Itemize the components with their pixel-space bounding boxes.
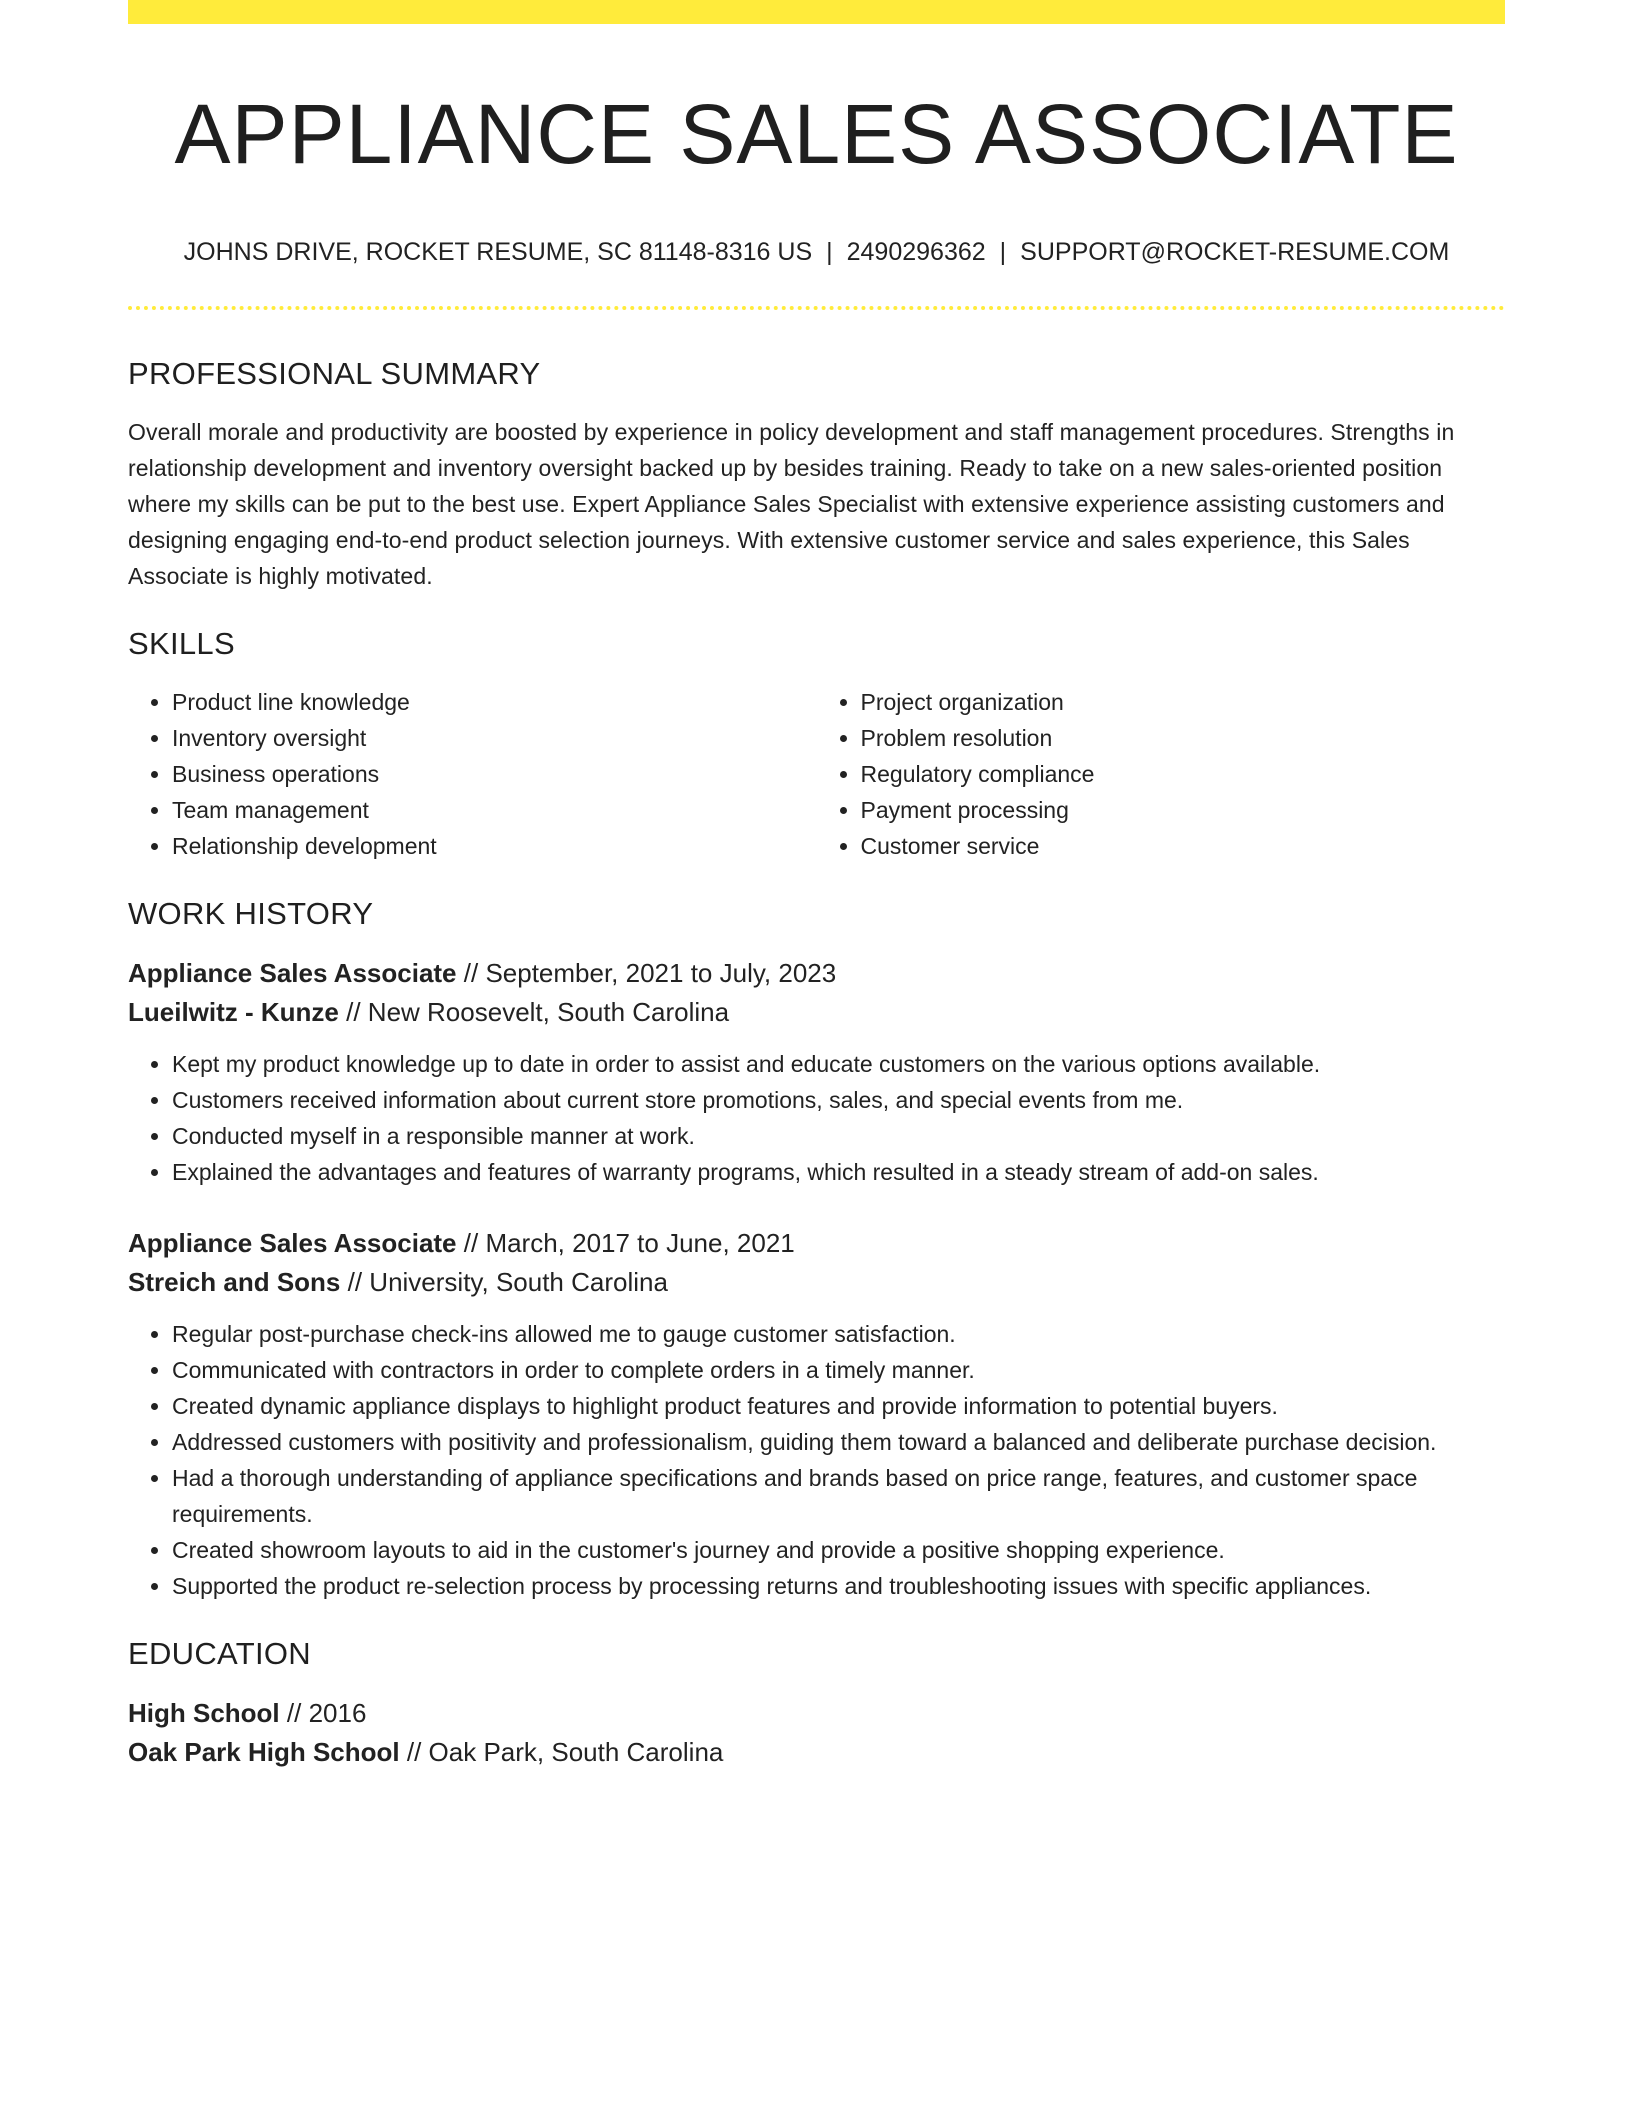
contact-address: JOHNS DRIVE, ROCKET RESUME, SC 81148-8316 US: [183, 238, 813, 266]
skills-list: [128, 684, 1505, 864]
education-separator: //: [399, 1737, 429, 1767]
job-bullet: • Addressed customers with positivity and professionalism, guiding them toward a balanced and deliberate purchase decision.: [172, 1424, 1505, 1460]
job-separator: //: [456, 1228, 486, 1258]
skill-item: • Project organization: [861, 684, 1506, 720]
skill-item: • Payment processing: [861, 792, 1506, 828]
education-school-line: [128, 1733, 1505, 1772]
education-heading: EDUCATION: [128, 1636, 311, 1671]
job-bullet: • Communicated with contractors in order to complete orders in a timely manner.: [172, 1352, 1505, 1388]
contact-separator: |: [999, 238, 1007, 266]
skill-item: • Business operations: [172, 756, 817, 792]
job-location: University, South Carolina: [369, 1267, 668, 1297]
skill-item: • Product line knowledge: [172, 684, 817, 720]
job-company: Lueilwitz - Kunze: [128, 997, 339, 1027]
job-company: Streich and Sons: [128, 1267, 341, 1297]
job-separator: //: [340, 1267, 370, 1297]
job-company-line: [128, 1263, 1505, 1302]
job-company-line: [128, 993, 1505, 1032]
job-bullet: • Created showroom layouts to aid in the customer's journey and provide a positive shopping experience.: [172, 1532, 1505, 1568]
job-bullet: • Conducted myself in a responsible manner at work.: [172, 1118, 1505, 1154]
resume-title: APPLIANCE SALES ASSOCIATE: [174, 87, 1459, 181]
work-history-heading: WORK HISTORY: [128, 896, 374, 931]
education-degree: High School: [128, 1698, 280, 1728]
summary-text: Overall morale and productivity are boosted by experience in policy development and staff management procedures. Strengths in relationship development and inventory oversight backed up by besides training. Ready to take on a new sales-oriented position where my skills can be put to the best use. Expert Appliance Sales Specialist with extensive experience assisting customers and designing engaging end-to-end product selection journeys. With extensive customer service and sales experience, this Sales Associate is highly motivated.: [128, 419, 1455, 589]
education-school: Oak Park High School: [128, 1737, 400, 1767]
skill-item: • Customer service: [861, 828, 1506, 864]
education-entry: [128, 1694, 1505, 1772]
contact-line: [128, 236, 1505, 268]
skills-column-left: [128, 684, 817, 864]
top-accent-bar: [128, 0, 1505, 24]
job-bullet: • Regular post-purchase check-ins allowed me to gauge customer satisfaction.: [172, 1316, 1505, 1352]
job-bullet: • Kept my product knowledge up to date in order to assist and educate customers on the various options available.: [172, 1046, 1505, 1082]
job-bullet: • Supported the product re-selection process by processing returns and troubleshooting issues with specific appliances.: [172, 1568, 1505, 1604]
header-divider: [128, 306, 1505, 310]
skill-item: • Relationship development: [172, 828, 817, 864]
job-bullet: • Customers received information about current store promotions, sales, and special events from me.: [172, 1082, 1505, 1118]
job-bullet: • Explained the advantages and features of warranty programs, which resulted in a steady stream of add-on sales.: [172, 1154, 1505, 1190]
job-bullets: [128, 1316, 1505, 1604]
resume-page: [128, 0, 1505, 1772]
skill-item: • Team management: [172, 792, 817, 828]
job-bullet: • Had a thorough understanding of appliance specifications and brands based on price range, features, and customer space requirements.: [172, 1460, 1505, 1532]
job-dates: September, 2021 to July, 2023: [485, 958, 837, 988]
job-dates: March, 2017 to June, 2021: [485, 1228, 795, 1258]
skill-item: • Inventory oversight: [172, 720, 817, 756]
job-title-line: [128, 954, 1505, 993]
summary-heading: PROFESSIONAL SUMMARY: [128, 356, 541, 391]
job-bullets: [128, 1046, 1505, 1190]
skill-item: • Regulatory compliance: [861, 756, 1506, 792]
job-separator: //: [338, 997, 368, 1027]
job-role: Appliance Sales Associate: [128, 958, 457, 988]
skills-column-right: [817, 684, 1506, 864]
job-role: Appliance Sales Associate: [128, 1228, 457, 1258]
job-title-line: [128, 1224, 1505, 1263]
job-location: New Roosevelt, South Carolina: [367, 997, 730, 1027]
contact-phone: 2490296362: [846, 238, 986, 266]
education-year: 2016: [308, 1698, 367, 1728]
skill-item: • Problem resolution: [861, 720, 1506, 756]
job-entry: [128, 954, 1505, 1190]
contact-email: SUPPORT@ROCKET-RESUME.COM: [1020, 238, 1450, 266]
job-separator: //: [456, 958, 486, 988]
education-degree-line: [128, 1694, 1505, 1733]
skills-heading: SKILLS: [128, 626, 235, 661]
job-bullet: • Created dynamic appliance displays to highlight product features and provide information to potential buyers.: [172, 1388, 1505, 1424]
contact-separator: |: [826, 238, 833, 266]
education-location: Oak Park, South Carolina: [428, 1737, 724, 1767]
job-entry: [128, 1224, 1505, 1604]
education-separator: //: [279, 1698, 309, 1728]
